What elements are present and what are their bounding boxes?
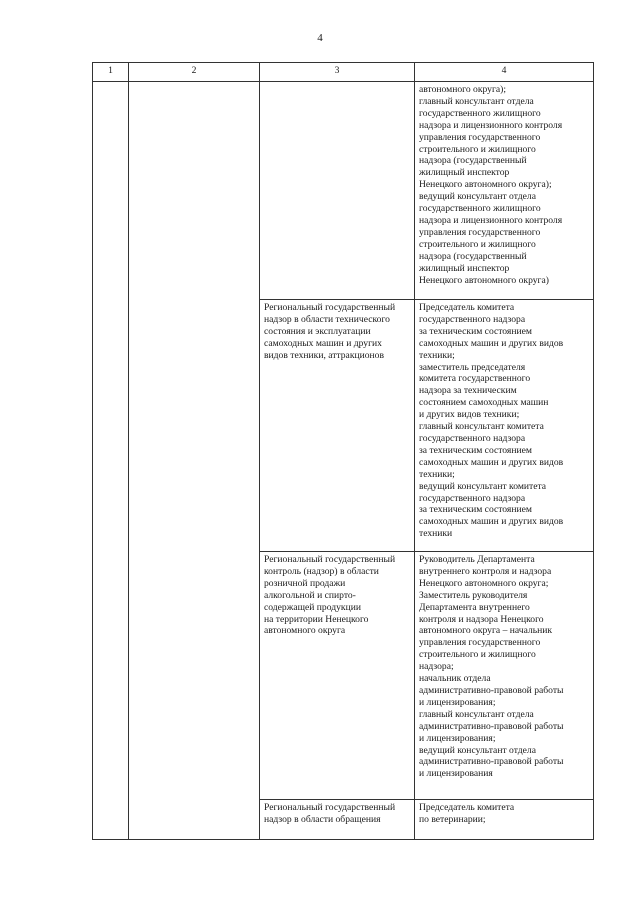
cell-col-4: автономного округа); главный консультант отдела государственного жилищного надзора и лицензионного контроля управления государственного строительного и жилищного надзора (государственный жилищный инспектор Ненецкого автономного округа); ведущий консультант отдела государственного жилищного надзора и лицензионного контроля управления государственного строительного и жилищного надзора (государственный жилищный инспектор Ненецкого автономного округа) [415,82,594,300]
table-row [93,82,594,300]
cell-col-3: Региональный государственный надзор в области обращения [260,800,415,840]
cell-col-1 [93,82,129,840]
cell-col-3: Региональный государственный контроль (надзор) в области розничной продажи алкогольной и спирто- содержащей продукции на территории Ненецкого автономного округа [260,552,415,800]
cell-col-2 [129,82,260,840]
cell-col-4: Руководитель Департамента внутреннего контроля и надзора Ненецкого автономного округа; Заместитель руководителя Департамента внутреннего контроля и надзора Ненецкого автономного округа – начальник управления государственного строительного и жилищного надзора; начальник отдела административно-правовой работы и лицензирования; главный консультант отдела административно-правовой работы и лицензирования; ведущий консультант отдела административно-правовой работы и лицензирования [415,552,594,800]
page-number: 4 [317,32,323,44]
cell-col-3: Региональный государственный надзор в области технического состояния и эксплуатации самоходных машин и других видов техники, аттракционов [260,300,415,552]
document-table [92,62,594,840]
cell-col-4: Председатель комитета государственного надзора за техническим состоянием самоходных машин и других видов техники; заместитель председателя комитета государственного надзора за техническим состоянием самоходных машин и других видов техники; главный консультант комитета государственного надзора за техническим состоянием самоходных машин и других видов техники; ведущий консультант комитета государственного надзора за техническим состоянием самоходных машин и других видов техники [415,300,594,552]
cell-col-3 [260,82,415,300]
header-col-2: 2 [129,63,260,82]
header-row [93,63,594,82]
cell-col-4: Председатель комитета по ветеринарии; [415,800,594,840]
header-col-4: 4 [415,63,594,82]
header-col-3: 3 [260,63,415,82]
header-col-1: 1 [93,63,129,82]
